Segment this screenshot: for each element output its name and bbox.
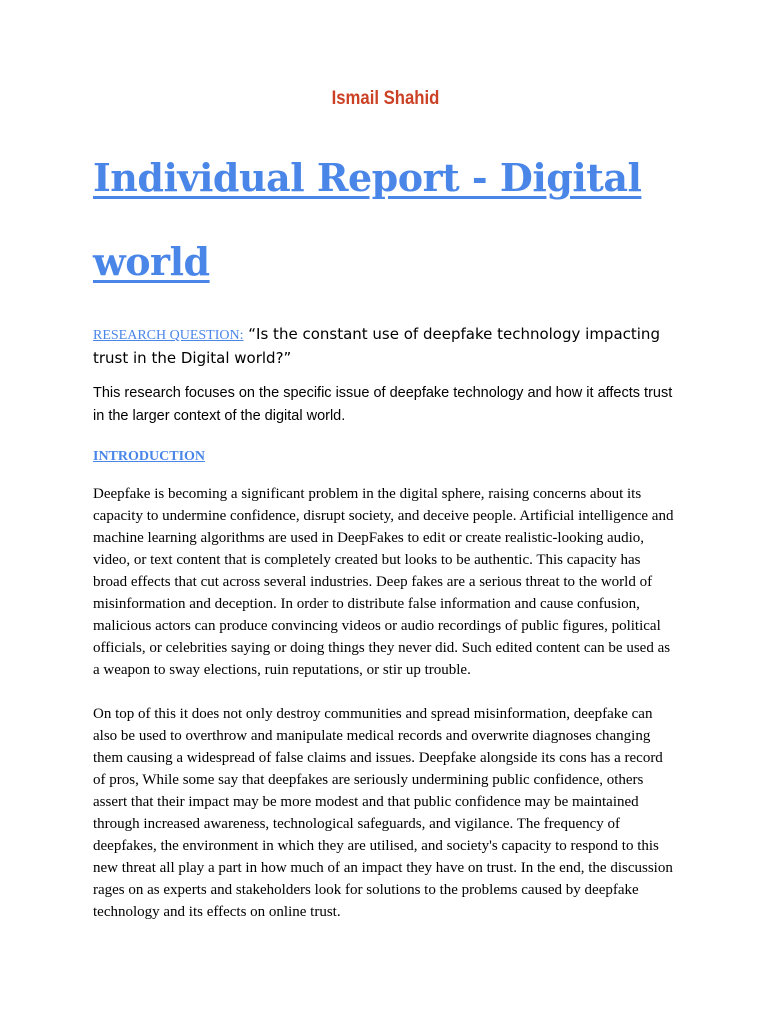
introduction-paragraph-2: On top of this it does not only destroy communities and spread misinformation, deepfake can also be used to overthrow and manipulate medical records and overwrite diagnoses changing them causing a widespread of false claims and issues. Deepfake alongside its cons has a record of pros, While some say that deepfakes are seriously undermining public confidence, others assert that their impact may be more modest and that public confidence may be maintained through increased awareness, technological safeguards, and vigilance. The frequency of deepfakes, the environment in which they are utilised, and society's capacity to respond to this new threat all play a part in how much of an impact they have on trust. In the end, the discussion rages on as experts and stakeholders look for solutions to the problems caused by deepfake technology and its effects on online trust.	[93, 706, 673, 920]
research-question	[93, 323, 678, 369]
author-name: Ismail Shahid	[331, 88, 440, 109]
research-summary: This research focuses on the specific issue of deepfake technology and how it affects trust in the larger context of the digital world.	[93, 385, 673, 424]
document-title: Individual Report - Digital world	[93, 155, 642, 284]
introduction-heading: INTRODUCTION	[93, 449, 206, 464]
research-question-label: RESEARCH QUESTION:	[93, 328, 244, 343]
introduction-paragraph-1: Deepfake is becoming a significant problem in the digital sphere, raising concerns about its capacity to undermine confidence, disrupt society, and deceive people. Artificial intelligence and machine learning algorithms are used in DeepFakes to edit or create realistic-looking audio, video, or text content that is completely created but looks to be authentic. This capacity has broad effects that cut across several industries. Deep fakes are a serious threat to the world of misinformation and deception. In order to distribute false information and cause confusion, malicious actors can produce convincing videos or audio recordings of public figures, political officials, or celebrities saying or doing things they never did. Such edited content can be used as a weapon to sway elections, ruin reputations, or stir up trouble.	[93, 486, 674, 678]
research-question-text: “Is the constant use of deepfake technology impacting trust in the Digital world?”	[93, 325, 660, 367]
